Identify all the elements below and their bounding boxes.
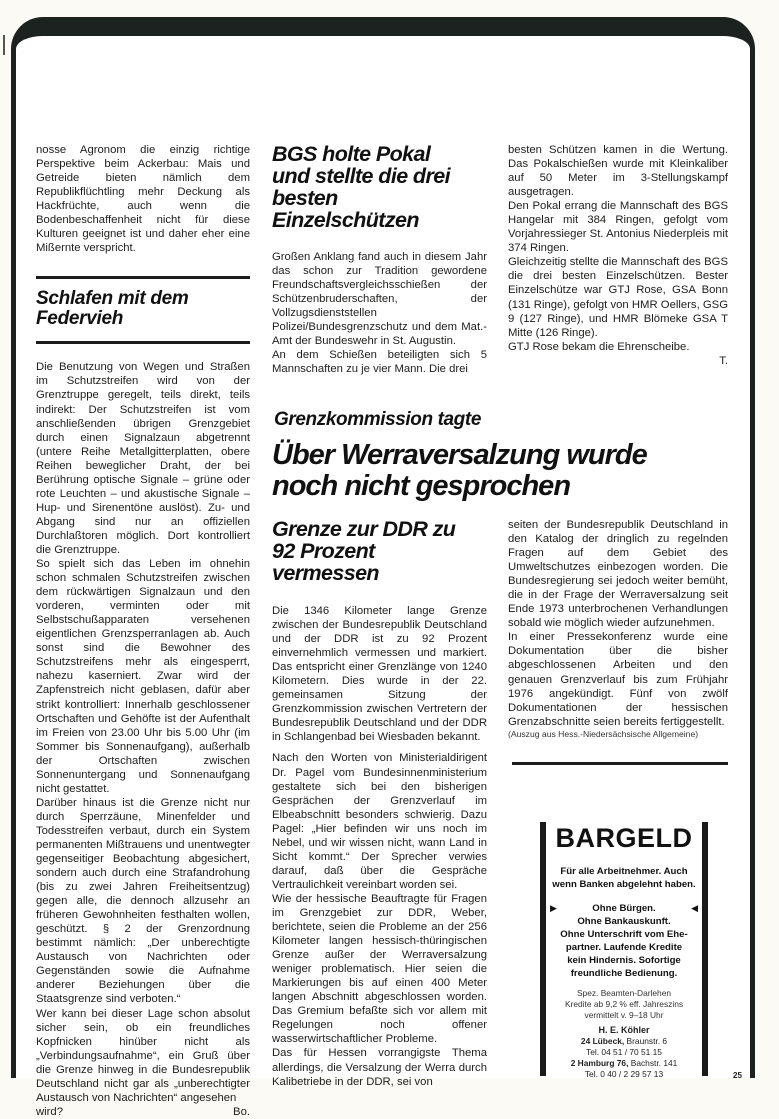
body-paragraph: Darüber hinaus ist die Grenze nicht nur durch Sperrzäune, Minenfelder und Todesstreifen verbaut, durch ein System permanenten Mißtrauens und unentwegter gegenseitiger Beobachtung abgesichert, sondern auch durch eine Strafandrohung (bis zu zwei Jahren Freiheitsentzug) gegen alle, die dennoch allzusehr an früheren Gewohnheiten festhalten wollen, geschützt. § 2 der Grenzordnung bestimmt nämlich: „Der unberechtigte Austausch von Nachrichten oder Gegenständen sowie die Aufnahme anderer Beziehungen über die Staatsgrenze sind verboten.“ bbox=[36, 796, 250, 1006]
ad-city: 24 Lübeck, bbox=[580, 1036, 625, 1046]
body-paragraph: Den Pokal errang die Mannschaft des BGS Hangelar mit 384 Ringen, gefolgt vom Vorjahressieger St. Antonius Niederpleis mit 374 Ringen. bbox=[508, 200, 728, 255]
intro-paragraph: nosse Agronom die einzig richtige Perspektive beim Ackerbau: Mais und Getreide bieten nämlich dem Republikflüchtling mehr Deckung als Hackfrüchte, auch wenn die Bodenbeschaffenheit nicht für diese Kulturen geeignet ist und daher eher eine Mißernte verspricht. bbox=[36, 144, 250, 255]
ad-line: kein Hindernis. Sofortige bbox=[567, 955, 681, 966]
body-paragraph: Wer kann bei dieser Lage schon absolut sicher sein, ob ein freundliches Kopfnicken hinüber nicht als „Verbindungsaufnahme“, ein Gruß über die Grenze hinweg in die Bundesrepublik Deutschland nicht gar als „unberechtigter Austausch von Nachrichten“ angesehen bbox=[36, 1007, 250, 1104]
headline-text: Schlafen mit dem Federvieh bbox=[36, 288, 189, 330]
body-paragraph: Die 1346 Kilometer lange Grenze zwischen der Bundesrepublik Deutschland und der DDR ist zu 92 Prozent einvernehmlich vermessen und markiert. Das entspricht einer Grenzlänge von 1240 Kilometern. Dies wurde in der 22. gemeinsamen Sitzung der Grenzkommission zwischen Vertretern der Bundesrepublik Deutschland und der DDR in Schlangenbad bei Wiesbaden bekannt. bbox=[272, 605, 487, 744]
body-paragraph: Wie der hessische Beauftragte für Fragen im Grenzgebiet zur DDR, Weber, berichtete, seien die Probleme an der 256 Kilometer langen hessisch-thüringischen Grenze außer der Werraversalzung weniger problematisch. Hier seien die Markierungen bis auf einen 400 Meter langen Abschnitt abgeschlossen worden. Das Gremium befaßte sich vor allem mit Regelungen noch offener wasserwirtschaftlicher Probleme. bbox=[272, 892, 487, 1046]
ad-line: Ohne Bürgen. bbox=[592, 903, 656, 914]
ad-phone: Tel. 0 40 / 2 29 57 13 bbox=[584, 1069, 664, 1079]
headline-bgs: BGS holte Pokal und stellte die drei besten Einzelschützen bbox=[272, 142, 450, 232]
body-paragraph: GTJ Rose bekam die Ehrenscheibe. bbox=[508, 340, 690, 353]
kicker-grenzkommission: Grenzkommission tagte bbox=[274, 409, 481, 430]
author-signoff: T. bbox=[719, 354, 728, 367]
scan-margin-mark bbox=[3, 35, 5, 55]
body-paragraph: So spielt sich das Leben im ohnehin schon schmalen Schutzstreifen zwischen dem rückwärtigen Signalzaun und den vorderen, verminten oder mit Selbstschußapparaten versehenen eigentlichen Grenzsperranlagen ab. Auch sonst sind die Bewohner des Schutzstreifens mehr als eingesperrt, nahezu kaserniert. Zwar wird der Zapfenstreich nicht geblasen, dafür aber strikt kontrolliert: Innerhalb geschlossener Ortschaften und Gehöfte ist der Aufenthalt im Freien von 23.00 Uhr bis 5.00 Uhr (im Sommer bis Sonnenaufgang), außerhalb der Ortschaften zwischen Sonnenuntergang und Sonnenaufgang nicht gestattet. bbox=[36, 558, 250, 795]
ad-line: Für alle Arbeitnehmer. Auch bbox=[560, 866, 688, 877]
body-paragraph: Nach den Worten von Ministerialdirigent Dr. Pagel vom Bundesinnenministerium gestaltete sich bei den bisherigen Gesprächen der Grenzverlauf im Elbeabschnitt besonders schwierig. Dazu Pagel: „Hier befinden wir uns noch im Nebel, und wir wissen nicht, wann Land in Sicht kommt.“ Der Sprecher verwies darauf, daß über die Gespräche Vertraulichkeit vereinbart worden sei. bbox=[272, 752, 487, 891]
grenzkommission-article-mid bbox=[272, 518, 487, 1089]
ad-small-print: vermittelt v. 9–18 Uhr bbox=[584, 1010, 664, 1020]
left-column bbox=[36, 143, 250, 1119]
ad-arrow-row bbox=[546, 902, 702, 915]
ad-address bbox=[546, 1058, 702, 1069]
body-paragraph: Gleichzeitig stellte die Mannschaft des BGS die drei besten Einzelschützen. Bester Einzelschütze war GTJ Rose, GSA Bonn (131 Ringe), gefolgt von HMR Oellers, GSG 9 (127 Ringe), und HMR Blömeke GSA T Mitte (126 Ringe). bbox=[508, 256, 728, 339]
bargeld-advertisement bbox=[540, 822, 708, 1079]
ad-phone: Tel. 04 51 / 70 51 15 bbox=[586, 1047, 662, 1057]
source-note: (Auszug aus Hess.-Niedersächsische Allgemeine) bbox=[508, 728, 699, 739]
ad-title: BARGELD bbox=[555, 823, 693, 853]
body-paragraph: Das für Hessen vorrangigste Thema allerdings, die Versalzung der Werra durch Kalibetriebe in der DDR, sei von bbox=[272, 1047, 487, 1088]
headline-werraversalzung bbox=[272, 440, 752, 502]
grenzkommission-article-right bbox=[508, 518, 728, 765]
ad-line: freundliche Bedienung. bbox=[570, 968, 678, 979]
body-paragraph: An dem Schießen beteiligten sich 5 Mannschaften zu je vier Mann. Die drei bbox=[272, 349, 487, 376]
body-paragraph: Großen Anklang fand auch in diesem Jahr das schon zur Tradition gewordene Freundschaftsvergleichsschießen der Schützenbruderschaften, der Vollzugsdienststellen Polizei/Bundesgrenzschutz und dem Mat.-Amt der Bundeswehr in St. Augustin. bbox=[272, 251, 487, 348]
ad-city: 2 Hamburg 76, bbox=[570, 1058, 629, 1068]
subheadline-grenze-ddr: Grenze zur DDR zu 92 Prozent vermessen bbox=[272, 517, 456, 585]
bgs-article-mid bbox=[272, 143, 487, 376]
ad-street: Braunstr. 6 bbox=[626, 1036, 668, 1046]
headline-line: Über Werraversalzung wurde bbox=[272, 439, 647, 471]
last-line: wird? bbox=[36, 1105, 63, 1118]
ad-line: wenn Banken abgelehnt haben. bbox=[552, 879, 696, 890]
ad-line: partner. Laufende Kredite bbox=[565, 942, 683, 953]
body-paragraph: seiten der Bundesrepublik Deutschland in den Katalog der dringlich zu regelnden Fragen auf dem Gebiet des Umweltschutzes einbezogen worden. Die Bundesregierung sei jedoch weiter bemüht, die in der Frage der Werraversalzung seit Ende 1973 unterbrochenen Verhandlungen sobald wie möglich wieder aufzunehmen. bbox=[508, 519, 728, 630]
body-paragraph: Die Benutzung von Wegen und Straßen im Schutzstreifen wird von der Grenztruppe geregelt, teils direkt, teils indirekt: Der Schutzstreifen ist vom anschließenden übrigen Grenzgebiet durch einen Signalzaun abgetrennt (untere Reihe Metallgitterplatten, obere Reihen beweglicher Draht, der bei Berührung optische Signale – grüne oder rote Leuchten – und akustische Signale – Hup- und Sirenentöne auslöst). Zu- und Abgang sind nur an offiziellen Durchlaßtoren möglich. Dort kontrolliert die Grenztruppe. bbox=[36, 361, 250, 556]
ad-address bbox=[546, 1036, 702, 1047]
headline-line: noch nicht gesprochen bbox=[272, 470, 571, 502]
ad-small-print: Kredite ab 9,2 % eff. Jahreszins bbox=[564, 999, 684, 1009]
ad-small-print: Spez. Beamten-Darlehen bbox=[576, 988, 672, 998]
ad-company: H. E. Köhler bbox=[598, 1025, 650, 1035]
section-divider bbox=[512, 762, 728, 765]
arrow-right-icon: ▶ bbox=[550, 903, 557, 913]
ad-line: Ohne Unterschrift vom Ehe- bbox=[560, 929, 688, 940]
body-paragraph: besten Schützen kamen in die Wertung. Das Pokalschießen wurde mit Kleinkaliber auf 50 Meter im 3-Stellungskampf ausgetragen. bbox=[508, 144, 728, 199]
headline-schlafen bbox=[36, 289, 250, 329]
body-paragraph: In einer Pressekonferenz wurde eine Dokumentation über die bisher abgeschlossenen Arbeiten und den genauen Grenzverlauf bis zum Frühjahr 1976 angekündigt. Fünf von zwölf Dokumentationen der hessischen Grenzabschnitte seien bereits fertiggestellt. bbox=[508, 631, 728, 728]
signoff-row bbox=[36, 1105, 250, 1119]
headline-rule-top bbox=[36, 276, 250, 279]
arrow-left-icon: ◀ bbox=[691, 903, 698, 913]
ad-line: Ohne Bankauskunft. bbox=[577, 916, 671, 927]
bgs-article-right bbox=[508, 143, 728, 368]
author-signoff: Bo. bbox=[233, 1105, 250, 1118]
ad-street: Bachstr. 141 bbox=[630, 1058, 678, 1068]
page-number: 25 bbox=[733, 1071, 742, 1080]
